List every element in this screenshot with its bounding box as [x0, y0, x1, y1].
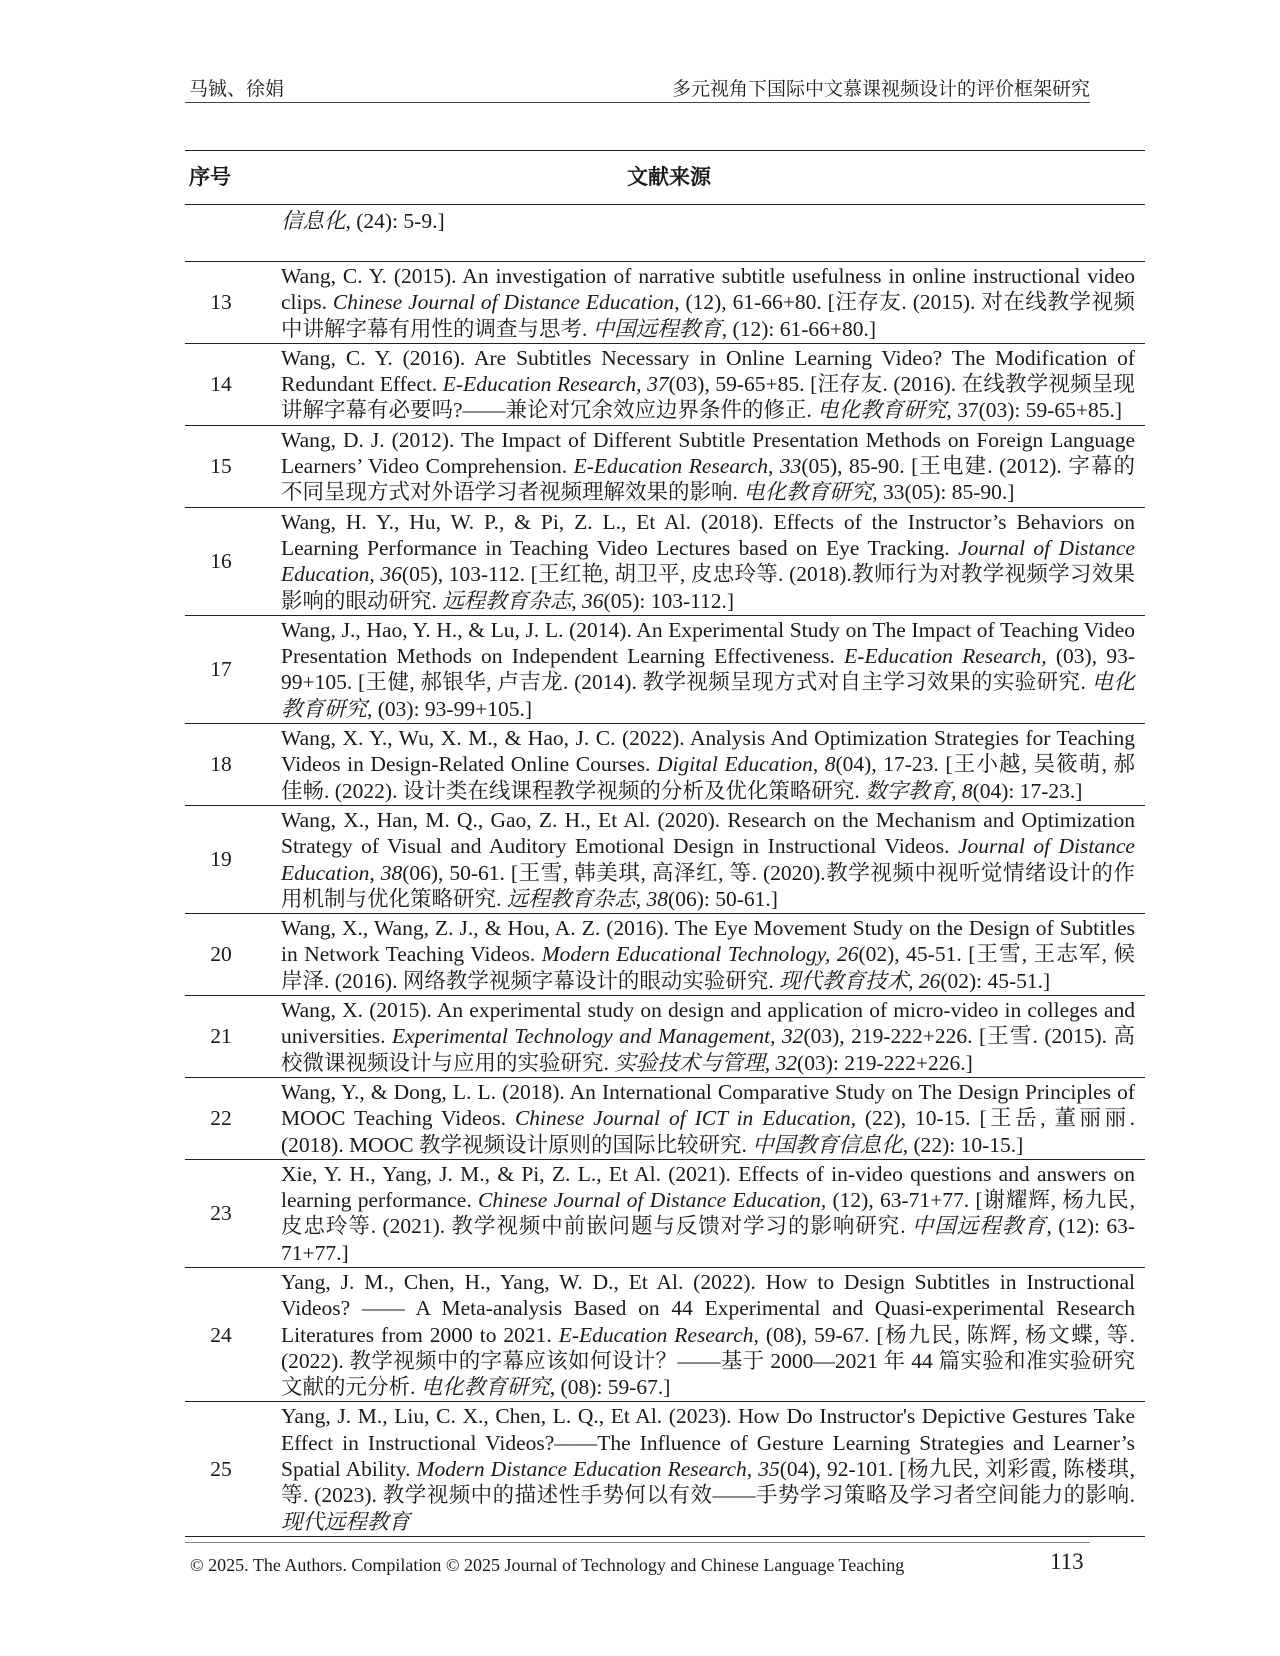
reference-segment: , 37(03): 59-65+85.] — [946, 398, 1123, 423]
reference-segment: , (22): 10-15.] — [902, 1132, 1024, 1157]
reference-text — [253, 615, 1145, 723]
reference-text — [253, 1077, 1145, 1159]
reference-segment: (05): 103-112.] — [603, 588, 735, 613]
reference-number: 25 — [185, 1402, 253, 1536]
reference-segment: , 33(05): 85-90.] — [872, 480, 1015, 505]
reference-number: 23 — [185, 1159, 253, 1267]
table-row — [185, 425, 1145, 507]
reference-table — [185, 150, 1145, 1537]
table-row — [185, 1159, 1145, 1267]
reference-journal: E-Education Research, — [844, 644, 1047, 669]
reference-segment: (04), 17-23. [王小越, 吴筱萌, 郝佳畅. (2022). 设计类在线课程教学视频的分析及优化策略研究. — [281, 752, 1136, 803]
reference-journal: 38 — [380, 860, 403, 885]
reference-journal: Journal of Distance Education — [281, 834, 1135, 885]
reference-segment: Wang, Y., & Dong, L. L. (2018). An International Comparative Study on The Design Principles of MOOC Teaching Videos. — [281, 1079, 1135, 1131]
table-row — [185, 615, 1145, 723]
reference-number: 19 — [185, 805, 253, 913]
reference-segment: Wang, X., Han, M. Q., Gao, Z. H., Et Al. (2020). Research on the Mechanism and Optimization Strategy of Visual and Auditory Emotional Design in Instructional Videos. — [281, 807, 1135, 859]
reference-segment: Yang, J. M., Chen, H., Yang, W. D., Et Al. (2022). How to Design Subtitles in Instructional Videos? —— A Meta-analysis Based on 44 Experimental and Quasi-experimental Research Literatures from 2000 to 2021. — [281, 1269, 1135, 1347]
reference-segment: , — [369, 860, 381, 885]
page-number: 113 — [1050, 1549, 1084, 1574]
reference-segment: (05), 103-112. [王红艳, 胡卫平, 皮忠玲等. (2018).教师行为对教学视频学习效果影响的眼动研究. — [281, 562, 1136, 613]
reference-journal: 现代教育技术, 26 — [779, 968, 941, 993]
reference-segment: , (12): 61-66+80.] — [721, 316, 877, 341]
continued-journal: 信息化 — [281, 209, 346, 233]
reference-journal: Chinese Journal of Distance Education — [332, 290, 675, 315]
reference-segment: Wang, X. (2015). An experimental study on design and application of micro-video in colleges and universities. — [281, 998, 1135, 1049]
reference-journal: 数字教育, 8 — [865, 778, 973, 803]
footer-divider — [185, 1542, 1090, 1543]
reference-segment: , (12): 63-71+77.] — [281, 1214, 1136, 1265]
reference-journal: Digital Education, 8 — [656, 752, 836, 777]
reference-journal: 远程教育杂志 — [442, 588, 572, 613]
reference-number: 16 — [185, 507, 253, 615]
reference-segment: (03), 219-222+226. [王雪. (2015). 高校微课视频设计与应用的实验研究. — [281, 1024, 1136, 1075]
reference-text — [253, 1267, 1145, 1401]
reference-segment: , (12), 63-71+77. [谢耀辉, 杨九民, 皮忠玲等. (2021). 教学视频中前嵌问题与反馈对学习的影响研究. — [281, 1188, 1136, 1239]
reference-segment: (06), 50-61. [王雪, 韩美琪, 高泽红, 等. (2020).教学视频中视听觉情绪设计的作用机制与优化策略研究. — [281, 860, 1136, 911]
reference-text — [253, 507, 1145, 615]
footer-copyright: © 2025. The Authors. Compilation © 2025 Journal of Technology and Chinese Language Teaching — [190, 1555, 905, 1575]
reference-segment: Wang, X., Wang, Z. J., & Hou, A. Z. (2016). The Eye Movement Study on the Design of Subtitles in Network Teaching Videos. — [281, 916, 1135, 967]
reference-journal: 现代远程教育 — [281, 1509, 411, 1534]
reference-number: 15 — [185, 425, 253, 507]
reference-segment: , (12), 61-66+80. [汪存友. (2015). 对在线教学视频中讲解字幕有用性的调查与思考. — [281, 290, 1135, 341]
reference-journal: 中国远程教育 — [592, 316, 722, 341]
reference-segment: , (08), 59-67. [杨九民, 陈辉, 杨文蝶, 等. (2022). 教学视频中的字幕应该如何设计？——基于 2000—2021 年 44 篇实验和准实验研究文献的元分析. — [281, 1322, 1136, 1400]
reference-segment: (03), 59-65+85. [汪存友. (2016). 在线教学视频呈现讲解字幕有必要吗?——兼论对冗余效应边界条件的修正. — [281, 372, 1135, 423]
reference-segment: (04), 92-101. [杨九民, 刘彩霞, 陈楼琪, 等. (2023). 教学视频中的描述性手势何以有效——手势学习策略及学习者空间能力的影响. — [281, 1457, 1135, 1508]
table-body — [185, 205, 1145, 1537]
reference-segment: (22), 10-15. [王岳, 董丽丽. (2018). MOOC 教学视频设计原则的国际比较研究. — [281, 1106, 1136, 1157]
table-row — [185, 507, 1145, 615]
reference-journal: 电化教育研究 — [743, 480, 873, 505]
reference-segment: (06): 50-61.] — [668, 886, 778, 911]
table-row — [185, 805, 1145, 913]
reference-segment: Wang, H. Y., Hu, W. P., & Pi, Z. L., Et Al. (2018). Effects of the Instructor’s Behaviors on Learning Performance in Teaching Video Lectures based on Eye Tracking. — [281, 509, 1135, 560]
reference-text — [253, 914, 1145, 996]
reference-segment: (05), 85-90. [王电建. (2012). 字幕的不同呈现方式对外语学习者视频理解效果的影响. — [281, 454, 1135, 505]
reference-continued — [253, 205, 1145, 262]
running-head-title: 多元视角下国际中文慕课视频设计的评价框架研究 — [671, 79, 1090, 100]
reference-number: 17 — [185, 615, 253, 723]
reference-text — [253, 1159, 1145, 1267]
reference-number: 13 — [185, 262, 253, 344]
reference-journal: Modern Distance Education Research, 35 — [416, 1457, 780, 1482]
reference-text — [253, 724, 1145, 806]
reference-segment: (02), 45-51. [王雪, 王志军, 候岸泽. (2016). 网络教学视频字幕设计的眼动实验研究. — [281, 942, 1135, 993]
reference-text — [253, 1402, 1145, 1536]
reference-journal: 远程教育杂志 — [506, 886, 636, 911]
reference-journal: 中国远程教育 — [911, 1214, 1047, 1239]
reference-text — [253, 262, 1145, 344]
reference-journal: 36 — [582, 588, 604, 613]
reference-text — [253, 996, 1145, 1078]
reference-journal: 电化教育研究 — [281, 670, 1135, 721]
reference-journal: Journal of Distance Education, 36 — [281, 535, 1135, 587]
reference-journal: Experimental Technology and Management, 32 — [391, 1024, 804, 1049]
table-row — [185, 1267, 1145, 1401]
reference-journal: 电化教育研究 — [817, 398, 947, 423]
table-row — [185, 343, 1145, 425]
reference-text — [253, 425, 1145, 507]
reference-number: 21 — [185, 996, 253, 1078]
reference-segment: Xie, Y. H., Yang, J. M., & Pi, Z. L., Et Al. (2021). Effects of in-video questions and answers on learning performance. — [281, 1161, 1135, 1213]
table-row — [185, 914, 1145, 996]
table-row — [185, 996, 1145, 1078]
column-header-no: 序号 — [185, 151, 253, 205]
reference-journal: E-Education Research — [558, 1322, 754, 1347]
column-header-source: 文献来源 — [253, 151, 1145, 205]
reference-segment: Wang, C. Y. (2015). An investigation of narrative subtitle usefulness in online instructional video clips. — [281, 264, 1135, 315]
reference-segment: Wang, C. Y. (2016). Are Subtitles Necessary in Online Learning Video? The Modification of Redundant Effect. — [281, 345, 1135, 397]
reference-segment: Wang, X. Y., Wu, X. M., & Hao, J. C. (2022). Analysis And Optimization Strategies for Teaching Videos in Design-Related Online Courses. — [281, 726, 1135, 777]
reference-segment: , (08): 59-67.] — [549, 1375, 671, 1400]
reference-segment: Wang, D. J. (2012). The Impact of Different Subtitle Presentation Methods on Foreign Language Learners’ Video Comprehension. — [281, 427, 1135, 479]
reference-journal: Chinese Journal of Distance Education — [478, 1188, 821, 1213]
reference-journal: E-Education Research, 33 — [573, 454, 802, 479]
running-header — [185, 78, 1090, 103]
reference-number: 24 — [185, 1267, 253, 1401]
reference-journal: Chinese Journal of ICT in Education, — [514, 1106, 856, 1131]
reference-segment: (02): 45-51.] — [940, 968, 1051, 993]
table-row-continued — [185, 205, 1145, 262]
reference-text — [253, 343, 1145, 425]
table-row — [185, 724, 1145, 806]
reference-segment: (04): 17-23.] — [972, 778, 1083, 803]
reference-segment: , (03): 93-99+105.] — [367, 696, 533, 721]
reference-journal: E-Education Research, 37 — [442, 372, 669, 397]
reference-journal: Modern Educational Technology, 26 — [541, 942, 859, 967]
reference-number: 22 — [185, 1077, 253, 1159]
reference-number: 20 — [185, 914, 253, 996]
reference-segment: Wang, J., Hao, Y. H., & Lu, J. L. (2014). An Experimental Study on The Impact of Teaching Video Presentation Methods on Independent Learning Effectiveness. — [281, 617, 1135, 669]
reference-journal: 38 — [646, 886, 669, 911]
reference-journal: 电化教育研究 — [420, 1375, 550, 1400]
table-header-row — [185, 151, 1145, 205]
reference-journal: 实验技术与管理, 32 — [614, 1050, 798, 1075]
reference-number: 18 — [185, 724, 253, 806]
table-row — [185, 1077, 1145, 1159]
reference-segment: (03): 219-222+226.] — [797, 1050, 973, 1075]
reference-number: 14 — [185, 343, 253, 425]
reference-text — [253, 805, 1145, 913]
reference-segment: , — [571, 588, 583, 613]
reference-segment: Yang, J. M., Liu, C. X., Chen, L. Q., Et Al. (2023). How Do Instructor's Depictive Gestures Take Effect in Instructional Videos?——The Influence of Gesture Learning Strategies and Learner’s Spatial Ability. — [281, 1404, 1135, 1482]
reference-segment: , — [635, 886, 647, 911]
continued-rest: , (24): 5-9.] — [345, 209, 445, 233]
reference-journal: 中国教育信息化 — [752, 1132, 903, 1157]
table-row — [185, 1402, 1145, 1536]
reference-segment: (03), 93-99+105. [王健, 郝银华, 卢吉龙. (2014). 教学视频呈现方式对自主学习效果的实验研究. — [281, 644, 1135, 695]
running-head-authors: 马铖、徐娟 — [189, 79, 285, 100]
table-row — [185, 262, 1145, 344]
